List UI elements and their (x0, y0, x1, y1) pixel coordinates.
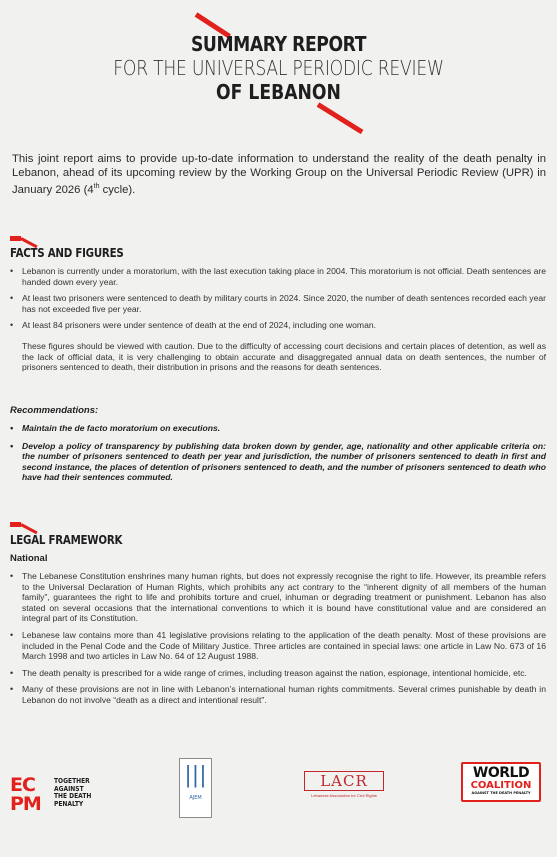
wc-coalition: COALITION (470, 780, 532, 791)
lacr-sub: Lebanese Association for Civil Rights (311, 793, 377, 798)
legal-heading: LEGAL FRAMEWORK (10, 532, 123, 547)
ecpm-letters-top: EC (10, 774, 35, 796)
list-item: • The Lebanese Constitution enshrines many human rights, but does not expressly recognise the right to life. However, its preamble refers to the Universal Declaration of Human Rights, which prohibits any act contrary to the “inherent dignity of all members of the human family”, guarantees the right to life and prohibits torture and cruel, inhuman or degrading treatment or punishment. Lebanon has also stated on several occasions that the international conventions to which it is bound have constitutional value and are considered an integral part of its Constitution. (10, 571, 546, 624)
title-summary-report: SUMMARY REPORT (190, 32, 367, 56)
list-item: • Many of these provisions are not in line with Lebanon’s international human rights commitments. Several crimes punishable by death in Lebanon do not involve “death as a direct and intentional result”. (10, 684, 546, 705)
ajem-logo (179, 758, 212, 818)
ajem-label: AJEM (189, 795, 202, 801)
ajem-emblem-icon: ||| (184, 763, 207, 788)
partner-logos (0, 752, 557, 857)
intro-paragraph (12, 152, 546, 197)
list-item: • At least 84 prisoners were under sentence of death at the end of 2024, including one woman. (10, 320, 546, 331)
world-coalition-logo (461, 762, 541, 802)
facts-red-bar (10, 236, 21, 241)
wc-world: WORLD (472, 765, 530, 781)
list-item: • Lebanon is currently under a moratorium, with the last execution taking place in 2004. This moratorium is not official. Death sentences are handed down every year. (10, 266, 546, 287)
ecpm-tagline-4: PENALTY (54, 799, 84, 808)
legal-list (10, 571, 546, 706)
list-item: • Maintain the de facto moratorium on executions. (10, 423, 546, 434)
ecpm-letters-bottom: PM (10, 793, 41, 815)
recommendations-heading: Recommendations: (10, 405, 99, 416)
intro-text: This joint report aims to provide up-to-date information to understand the reality of the death penalty in Lebanon, ahead of its upcoming review by the Working Group on the Universal Periodic Review (UPR) in January 2026 (4 (12, 153, 546, 196)
title-upr: FOR THE UNIVERSAL PERIODIC REVIEW (113, 56, 444, 80)
report-header (0, 32, 557, 104)
facts-caution-paragraph: These figures should be viewed with caution. Due to the difficulty of accessing court decisions and certain places of detention, as well as the lack of official data, it is very challenging to obtain accurate and disaggregated annual data on death sentences, the number of prisoners sentenced to death, their distribution in prisons and the reasons for death sentences. (22, 341, 546, 373)
ecpm-tagline-2: AGAINST (54, 784, 84, 793)
ecpm-tagline-3: THE DEATH (54, 792, 92, 801)
ecpm-logo (10, 776, 120, 826)
lacr-name: LACR (304, 771, 384, 791)
facts-heading: FACTS AND FIGURES (10, 245, 124, 260)
header-red-slash-bottom (317, 102, 364, 134)
list-item: • Develop a policy of transparency by publishing data broken down by gender, age, nationality and other applicable criteria on: the number of prisoners sentenced to death per year and jurisdiction, the number of prisoners sentenced to death in first and second instance, the places of detention of prisoners sentenced to death, and the number of prisoners sentenced to death who have had their sentences commuted. (10, 441, 546, 483)
wc-sub: AGAINST THE DEATH PENALTY (471, 791, 531, 795)
list-item: • The death penalty is prescribed for a wide range of crimes, including treason against the nation, espionage, intentional homicide, etc. (10, 668, 546, 679)
intro-sup: th (93, 183, 100, 190)
list-item: • At least two prisoners were sentenced to death by military courts in 2024. Since 2020, the number of death sentences recorded each year has not exceeded five per year. (10, 293, 546, 314)
legal-subheading: National (10, 553, 48, 564)
title-lebanon: OF LEBANON (216, 80, 341, 104)
ecpm-tagline-1: TOGETHER (54, 777, 90, 785)
facts-list (10, 266, 546, 331)
intro-text-end: cycle). (99, 183, 136, 196)
list-item: • Lebanese law contains more than 41 legislative provisions relating to the application of the death penalty. Most of these provisions are included in the Penal Code and the Code of Military Justice. Three articles are contained in special laws: one article in Law No. 673 of 16 March 1998 and two articles in Law No. 64 of 12 August 1988. (10, 630, 546, 662)
lacr-logo (304, 771, 384, 798)
recommendations-list (10, 423, 546, 483)
legal-red-bar (10, 522, 21, 527)
